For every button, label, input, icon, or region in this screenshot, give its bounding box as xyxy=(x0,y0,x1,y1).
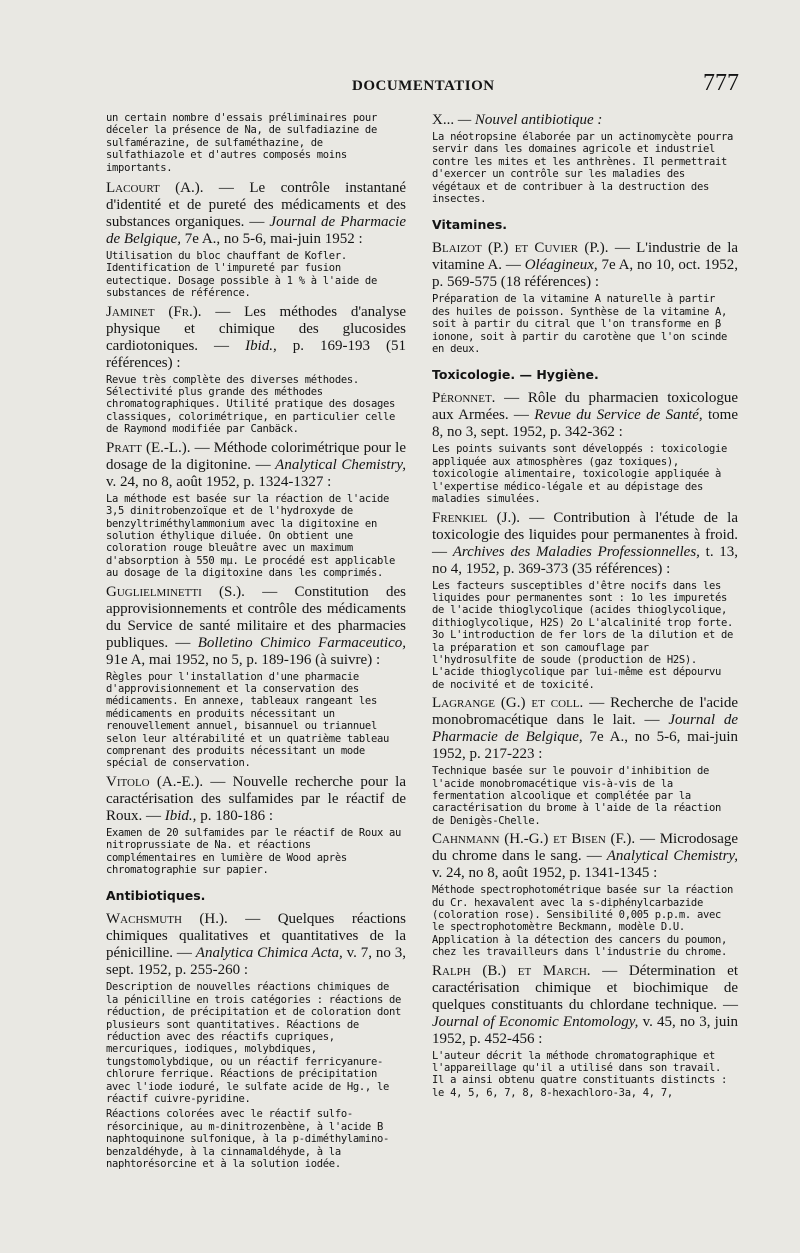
entry-title: — Détermination et caractérisation chimique et biochimique de quelques constituants du chlordane technique. — xyxy=(432,962,739,1013)
entry-details: t. 13, no 4, 1952, p. 369-373 (35 références) : xyxy=(432,543,739,577)
entry-author: Blaizot (P.) et Cuvier (P.). xyxy=(432,240,609,257)
entry-citation xyxy=(106,304,406,372)
entry-abstract xyxy=(106,827,406,877)
entry-source: — Nouvel antibiotique : xyxy=(457,112,603,128)
entry-citation xyxy=(106,440,406,491)
entry-details: 7e A., no 5-6, mai-juin 1952, p. 217-223 : xyxy=(432,729,738,763)
entry-citation xyxy=(432,240,738,291)
entry-title: — Contribution à l'étude de la toxicologie des liquides pour permanentes à froid. — xyxy=(432,509,739,560)
entry-author: Péronnet. xyxy=(432,390,496,407)
antibiotiques-entries xyxy=(106,911,406,1170)
entry-note: Revue très complète des diverses méthodes. Sélectivité plus grande des méthodes chromatographiques. Utilité pratique des dosages classiques, colorimétrique, en particulier celle de Raymond modifiée par Canbäck. xyxy=(106,373,396,436)
entry-citation xyxy=(106,180,406,248)
entry-abstract xyxy=(432,765,738,827)
entry-note: Préparation de la vitamine A naturelle à partir des huiles de poisson. Synthèse de la vitamine A, soit à partir du citral que l'on transforme en β ionone, soit à partir du carotène que l'on scinde en deux. xyxy=(432,293,728,356)
entry-citation xyxy=(106,911,406,979)
entry-details: p. 169-193 (51 références) : xyxy=(106,337,407,371)
entry-citation xyxy=(432,510,738,578)
entry-author: Guglielminetti (S.). xyxy=(106,583,245,600)
entry-note: Examen de 20 sulfamides par le réactif de Roux au nitroprussiate de Na. et réactions complémentaires en lumière de Wood après chromatographie sur papier. xyxy=(106,826,402,876)
entry-author: Pratt (E.-L.). xyxy=(106,439,191,456)
entry-abstract xyxy=(106,250,406,300)
entry-author: Vitolo (A.-E.). xyxy=(106,773,204,790)
entry-details: 7e A, no 10, oct. 1952, p. 569-575 (18 références) : xyxy=(432,257,739,291)
entry-source: Analytica Chimica Acta, xyxy=(195,945,343,962)
entry-citation xyxy=(106,774,406,825)
entry-details: tome 8, no 3, sept. 1952, p. 342-362 : xyxy=(432,407,738,441)
entry-note: Règles pour l'installation d'une pharmacie d'approvisionnement et la conservation des médicaments. En annexe, tableaux rangeant les médicaments en produits nécessitant un renouvellement annuel, bisannuel ou triannuel selon leur altérabilité et un quatrième tableau comprenant des produits nécessitant un mode spécial de conservation. xyxy=(106,670,390,770)
section-heading-toxicologie: Toxicologie. — Hygiène. xyxy=(432,367,599,383)
lead-note: un certain nombre d'essais préliminaires pour déceler la présence de Na, de sulfadiazine de sulfamérazine, de sulfaméthazine, de sulfathiazole et d'autres composés moins importants. xyxy=(106,112,377,174)
entry-note: Méthode spectrophotométrique basée sur la réaction du Cr. hexavalent avec la s-diphénylcarbazide (coloration rose). Sensibilité 0,005 p.p.m. avec le spectrophotomètre Beckmann, modèle D.U. Application à la détection des cancers du poumon, chez les travailleurs dans l'industrie du chrome. xyxy=(432,884,734,959)
bibliographic-entry xyxy=(106,440,406,580)
entry-source: Archives des Maladies Professionnelles, xyxy=(452,543,700,560)
bibliographic-entry xyxy=(106,911,406,1170)
entry-abstract xyxy=(432,443,738,505)
bibliographic-entry xyxy=(432,390,738,505)
entry-citation xyxy=(106,584,406,669)
bibliographic-entry xyxy=(432,510,738,692)
entry-title: — Le contrôle instantané d'identité et de pureté des médicaments et des substances organiques. — xyxy=(106,180,406,231)
entry-author: Ralph (B.) et March. xyxy=(432,962,591,979)
entry-source: Revue du Service de Santé, xyxy=(534,407,703,424)
entry-title: — Les méthodes d'analyse physique et chimique des glucosides cardiotoniques. — xyxy=(106,303,407,354)
entry-abstract xyxy=(106,671,406,770)
entry-note: Réactions colorées avec le réactif sulfo-résorcinique, au m-dinitrozenbène, à l'acide B naphtoquinone sulfonique, à la p-diméthylamino-benzaldéhyde, à la cinnamaldéhyde, à la naphtorésorcine et à la solution iodée. xyxy=(106,1108,390,1171)
entry-details: v. 7, no 3, sept. 1952, p. 255-260 : xyxy=(106,945,406,979)
section-heading-antibiotiques: Antibiotiques. xyxy=(106,888,206,904)
entry-abstract xyxy=(432,580,738,692)
bibliographic-entry xyxy=(106,304,406,436)
entry-source: Bolletino Chimico Farmaceutico, xyxy=(197,634,406,651)
entry-author: Lacourt (A.). xyxy=(106,180,204,197)
entry-author: Frenkiel (J.). xyxy=(432,509,520,526)
entry-author: Lagrange (G.) et coll. xyxy=(432,695,584,712)
entry-note: Technique basée sur le pouvoir d'inhibition de l'acide monobromacétique vis-à-vis de la fermentation alcoolique et complétée par la caractérisation du brome à l'aide de la réaction de Denigès-Chelle. xyxy=(432,765,722,827)
running-title: DOCUMENTATION xyxy=(352,78,495,94)
bibliographic-entry xyxy=(106,584,406,770)
toxicologie-entries xyxy=(432,390,738,1099)
entry-source: Journal de Pharmacie de Belgique, xyxy=(106,214,407,248)
entry-note: Les facteurs susceptibles d'être nocifs dans les liquides pour permanentes sont : 1o les impuretés de l'acide thioglycolique (acides thioglycolique, dithioglycolique, H2S) 2o L'alcalinité trop forte. 3o L'introduction de fer lors de la dilution et de la préparation et son camouflage par l'hydrosulfite de soude (production de H2S). L'acide thioglycolique par lui-même est dépourvu de nocivité et de toxicité. xyxy=(432,579,734,691)
entry-source: Journal of Economic Entomology, xyxy=(432,1013,639,1030)
page-number: 777 xyxy=(703,70,739,96)
entry-details: v. 45, no 3, juin 1952, p. 452-456 : xyxy=(432,1013,739,1047)
bibliographic-entry xyxy=(432,831,738,958)
entry-abstract xyxy=(432,884,738,958)
vitamines-entries xyxy=(432,240,738,355)
entry-title: — Constitution des approvisionnements et contrôle des médicaments du Service de santé militaire et des pharmacies publiques. — xyxy=(106,583,406,651)
left-entries xyxy=(106,180,406,876)
entry-author: Wachsmuth (H.). xyxy=(106,911,228,928)
entry-title: — Méthode colorimétrique pour le dosage de la digitonine. — xyxy=(106,439,406,473)
page-header xyxy=(0,70,800,100)
entry-author: Jaminet (Fr.). xyxy=(106,303,202,320)
entry-details: 91e A, mai 1952, no 5, p. 189-196 (à suivre) : xyxy=(106,651,381,668)
entry-details: v. 24, no 8, août 1952, p. 1341-1345 : xyxy=(432,865,658,882)
entry-title: — Recherche de l'acide monobromacétique dans le lait. — xyxy=(432,695,739,729)
bibliographic-entry xyxy=(106,180,406,300)
right-column xyxy=(432,112,738,1103)
entry-note: Utilisation du bloc chauffant de Kofler. Identification de l'impureté par fusion eutectique. Dosage possible à 1 % à l'aide de substances de référence. xyxy=(106,250,377,300)
entry-details: p. 180-186 : xyxy=(200,807,274,824)
entry-nouvel-antibiotique xyxy=(432,112,738,205)
bibliographic-entry xyxy=(432,695,738,827)
entry-source: Journal de Pharmacie de Belgique, xyxy=(432,712,739,746)
entry-citation xyxy=(432,831,738,882)
bibliographic-entry xyxy=(106,774,406,877)
entry-citation xyxy=(432,695,738,763)
entry-abstract xyxy=(106,374,406,436)
entry-title: — Microdosage du chrome dans le sang. — xyxy=(432,831,739,865)
entry-source: Ibid., xyxy=(164,807,197,824)
entry-source: Oléagineux, xyxy=(524,257,598,274)
entry-author: X... xyxy=(432,112,455,128)
bibliographic-entry xyxy=(432,963,738,1100)
entry-citation xyxy=(432,963,738,1048)
left-column xyxy=(106,112,406,1175)
entry-title: — Nouvelle recherche pour la caractérisation des sulfamides par le réactif de Roux. — xyxy=(106,773,407,824)
entry-abstract xyxy=(106,493,406,580)
entry-title: — Rôle du pharmacien toxicologue aux Armées. — xyxy=(432,390,739,424)
entry-abstract xyxy=(432,1050,738,1100)
entry-note: L'auteur décrit la méthode chromatographique et l'appareillage qu'il a utilisé dans son travail. Il a ainsi obtenu quatre constituants distincts : le 4, 5, 6, 7, 8, 8-hexachloro-3a, 4, 7, xyxy=(432,1049,728,1099)
section-heading-vitamines: Vitamines. xyxy=(432,217,508,233)
entry-note: La néotropsine élaborée par un actinomycète pourra servir dans les domaines agricole et industriel contre les mites et les anthrènes. Il permettrait d'exercer un contrôle sur les maladies des végétaux et de contribuer à la destruction des insectes. xyxy=(432,131,734,206)
entry-source: Ibid., xyxy=(245,337,277,354)
entry-title: — Quelques réactions chimiques qualitatives et quantitatives de la pénicilline. — xyxy=(106,911,407,962)
entry-note: Les points suivants sont développés : toxicologie appliquée aux atmosphères (gaz toxiques), toxicologie alimentaire, toxicologie appliquée à l'expertise médico-légale et au dépistage des maladies simulées. xyxy=(432,443,728,506)
entry-author: Cahnmann (H.-G.) et Bisen (F.). xyxy=(432,831,636,848)
entry-title: — L'industrie de la vitamine A. — xyxy=(432,240,739,274)
bibliographic-entry xyxy=(432,240,738,355)
entry-source: Analytical Chemistry, xyxy=(606,848,738,865)
entry-abstract xyxy=(432,293,738,355)
entry-details: v. 24, no 8, août 1952, p. 1324-1327 : xyxy=(106,473,332,490)
entry-details: 7e A., no 5-6, mai-juin 1952 : xyxy=(184,231,363,248)
entry-note: Description de nouvelles réactions chimiques de la pénicilline en trois catégories : réactions de réduction, de précipitation et de coloration dont plusieurs sont quantitatives. Réactions de réduction avec des réactifs cupriques, mercuriques, iodiques, molybdiques, tungstomolybdique, ou un réactif ferricyanure-chlorure ferrique. Réactions de précipitation avec l'iode ioduré, le sulfate acide de Hg., le réactif cuivre-pyridine. xyxy=(106,981,402,1106)
entry-note: La méthode est basée sur la réaction de l'acide 3,5 dinitrobenzoïque et de l'hydroxyde de benzyltriméthylammonium avec la digitoxine en solution éthylique diluée. On obtient une coloration rouge bleuâtre avec un maximum d'absorption à 550 mμ. Le procédé est applicable au dosage de la digitoxine dans les comprimés. xyxy=(106,492,396,580)
entry-citation xyxy=(432,390,738,441)
entry-abstract xyxy=(106,981,406,1170)
entry-source: Analytical Chemistry, xyxy=(275,456,406,473)
